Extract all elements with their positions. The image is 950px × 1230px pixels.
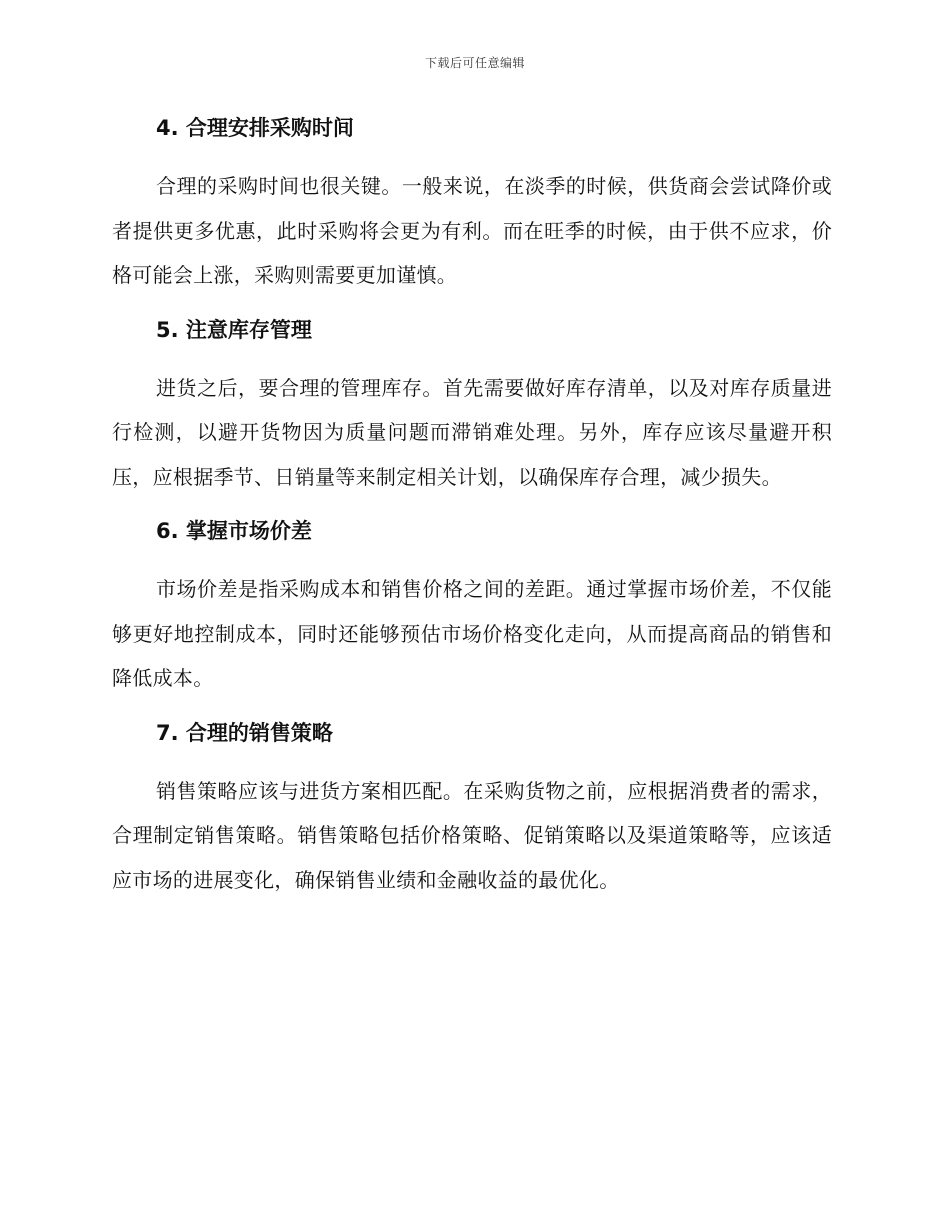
section-heading: 4. 合理安排采购时间 (156, 116, 354, 140)
section-5 (112, 312, 832, 500)
document-body (112, 110, 832, 916)
page-header: 下载后可任意编辑 (424, 56, 525, 70)
section-paragraph: 市场价差是指采购成本和销售价格之间的差距。通过掌握市场价差，不仅能够更好地控制成本，同时还能够预估市场价格变化走向，从而提高商品的销售和降低成本。 (112, 577, 832, 690)
section-heading: 6. 掌握市场价差 (156, 519, 312, 543)
section-7 (112, 715, 832, 903)
section-6 (112, 513, 832, 701)
section-4 (112, 110, 832, 298)
section-paragraph: 销售策略应该与进货方案相匹配。在采购货物之前，应根据消费者的需求，合理制定销售策略。销售策略包括价格策略、促销策略以及渠道策略等，应该适应市场的进展变化，确保销售业绩和金融收益的最优化。 (112, 778, 832, 892)
section-heading: 5. 注意库存管理 (156, 317, 312, 342)
section-paragraph: 合理的采购时间也很关键。一般来说，在淡季的时候，供货商会尝试降价或者提供更多优惠，此时采购将会更为有利。而在旺季的时候，由于供不应求，价格可能会上涨，采购则需要更加谨慎。 (112, 174, 832, 287)
section-heading: 7. 合理的销售策略 (156, 720, 333, 745)
section-paragraph: 进货之后，要合理的管理库存。首先需要做好库存清单，以及对库存质量进行检测，以避开货物因为质量问题而滞销难处理。另外，库存应该尽量避开积压，应根据季节、日销量等来制定相关计划，以确保库存合理，减少损失。 (112, 375, 832, 489)
